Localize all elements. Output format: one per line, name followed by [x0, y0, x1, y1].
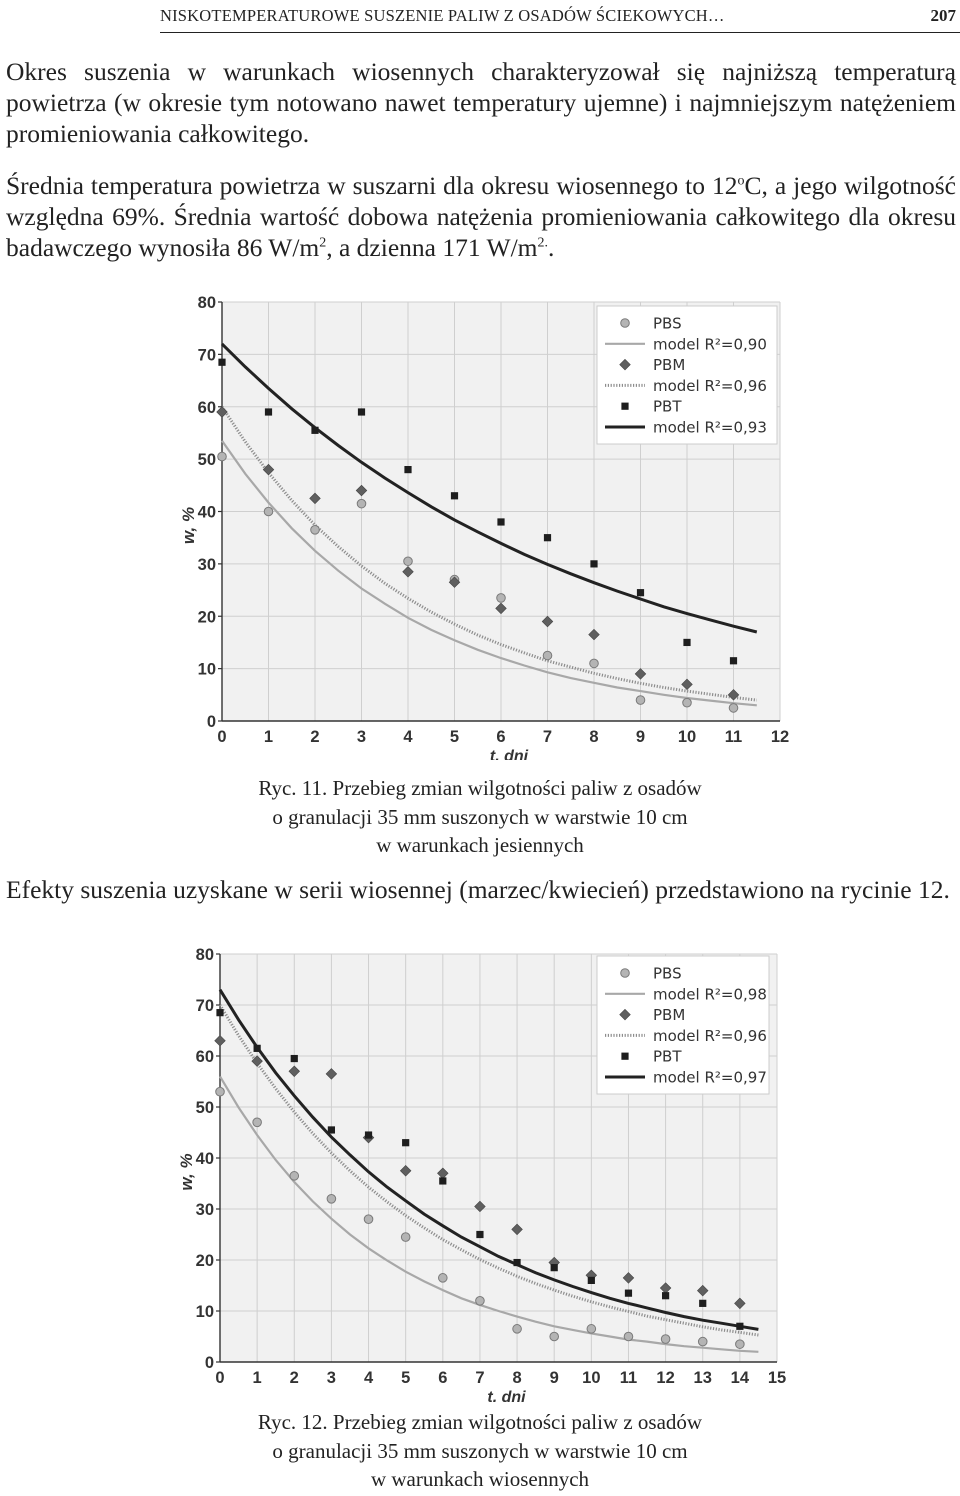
data-point-pbs: [683, 698, 692, 707]
data-point-pbt: [328, 1126, 335, 1133]
data-point-pbt: [590, 560, 597, 567]
x-tick-label: 12: [770, 728, 790, 746]
p2-text-a: Średnia temperatura powietrza w suszarni dla okresu wiosennego to 12: [6, 171, 738, 200]
x-tick-label: 6: [496, 728, 506, 746]
x-tick-label: 3: [356, 728, 367, 746]
data-point-pbs: [476, 1297, 485, 1306]
data-point-pbs: [698, 1337, 707, 1346]
data-point-pbt: [551, 1264, 558, 1271]
data-point-pbt: [451, 492, 458, 499]
data-point-pbt: [513, 1259, 520, 1266]
x-tick-label: 2: [310, 728, 320, 746]
running-title: NISKOTEMPERATUROWE SUSZENIE PALIW Z OSADÓW ŚCIEKOWYCH…: [160, 6, 725, 25]
data-point-pbs: [513, 1325, 522, 1334]
p2-sup-square: 2: [319, 235, 327, 251]
x-tick-label: 8: [589, 728, 599, 746]
data-point-pbt: [291, 1055, 298, 1062]
data-point-pbt: [265, 408, 272, 415]
y-tick-label: 30: [195, 1201, 214, 1219]
y-tick-label: 80: [195, 946, 214, 964]
y-tick-label: 50: [197, 451, 216, 470]
data-point-pbs: [624, 1332, 633, 1341]
x-axis-label: t, dni: [489, 748, 529, 760]
caption-12-line-1: Ryc. 12. Przebieg zmian wilgotności paliw z osadów: [257, 1410, 703, 1434]
y-axis-label: w, %: [177, 1153, 196, 1191]
data-point-pbs: [327, 1195, 336, 1204]
data-point-pbt: [218, 359, 225, 366]
caption-figure-11: [180, 774, 780, 860]
legend-label: PBT: [653, 397, 682, 416]
x-tick-label: 14: [730, 1369, 750, 1387]
p2-sup-square-2: 2.: [537, 235, 548, 251]
x-tick-label: 10: [582, 1369, 601, 1387]
legend-marker-pbs: [621, 969, 630, 978]
caption-12-line-3: w warunkach wiosennych: [370, 1467, 590, 1492]
x-axis-label: t, dni: [487, 1389, 526, 1402]
data-point-pbt: [588, 1277, 595, 1284]
data-point-pbs: [311, 526, 320, 535]
y-axis-label: w, %: [179, 506, 198, 545]
data-point-pbt: [365, 1131, 372, 1138]
data-point-pbt: [476, 1231, 483, 1238]
data-point-pbs: [543, 651, 552, 660]
x-tick-label: 13: [693, 1369, 712, 1387]
caption-figure-12: [180, 1408, 780, 1494]
legend-label: PBT: [653, 1047, 682, 1066]
data-point-pbt: [358, 408, 365, 415]
legend-label: model R²=0,96: [653, 376, 767, 395]
data-point-pbs: [497, 594, 506, 603]
data-point-pbt: [662, 1292, 669, 1299]
x-tick-label: 8: [512, 1369, 522, 1387]
caption-11-line-1: Ryc. 11. Przebieg zmian wilgotności paliw z osadów: [258, 776, 702, 800]
x-tick-label: 0: [217, 728, 227, 746]
y-tick-label: 60: [197, 398, 216, 417]
x-tick-label: 1: [252, 1369, 262, 1387]
caption-12-line-2: o granulacji 35 mm suszonych w warstwie 10 cm: [272, 1438, 688, 1463]
x-tick-label: 12: [656, 1369, 675, 1387]
x-tick-label: 0: [215, 1369, 225, 1387]
data-point-pbs: [253, 1118, 262, 1127]
p2-text-c: , a dzienna 171 W/m: [326, 233, 538, 263]
y-tick-label: 30: [197, 555, 216, 574]
data-point-pbs: [587, 1325, 596, 1334]
paragraph-spring-conditions: Okres suszenia w warunkach wiosennych charakteryzował się najniższą temperaturą powietrza (w okresie tym notowano nawet temperatury ujemne) i najmniejszym natężeniem promieniowania całkowitego.: [6, 57, 956, 149]
chart-figure-11: [170, 288, 795, 760]
data-point-pbt: [699, 1300, 706, 1307]
paragraph-temperature: [6, 170, 956, 263]
x-tick-label: 7: [475, 1369, 485, 1387]
p2-sup-degree: o: [737, 173, 745, 189]
x-tick-label: 5: [401, 1369, 411, 1387]
figure-12: [170, 942, 795, 1407]
x-tick-label: 2: [289, 1369, 299, 1387]
x-tick-label: 15: [767, 1369, 787, 1387]
data-point-pbs: [736, 1340, 745, 1349]
data-point-pbs: [264, 507, 273, 516]
y-tick-label: 10: [195, 1303, 214, 1321]
x-tick-label: 11: [619, 1369, 638, 1387]
legend-label: PBM: [653, 356, 686, 375]
data-point-pbt: [637, 589, 644, 596]
data-point-pbs: [636, 696, 645, 705]
data-point-pbs: [590, 659, 599, 668]
running-header: [160, 6, 960, 32]
x-tick-label: 10: [677, 728, 697, 746]
page-number: 207: [930, 6, 956, 25]
data-point-pbt: [683, 639, 690, 646]
legend-label: PBM: [653, 1006, 686, 1025]
data-point-pbs: [661, 1335, 670, 1344]
data-point-pbt: [402, 1139, 409, 1146]
y-tick-label: 40: [195, 1150, 214, 1168]
data-point-pbs: [404, 557, 413, 566]
y-tick-label: 70: [197, 346, 216, 365]
x-tick-label: 1: [263, 728, 274, 746]
x-tick-label: 9: [635, 728, 646, 746]
x-tick-label: 7: [542, 728, 553, 746]
header-rule: [160, 32, 960, 33]
data-point-pbs: [401, 1233, 410, 1242]
y-tick-label: 50: [195, 1099, 214, 1117]
data-point-pbt: [736, 1323, 743, 1330]
y-tick-label: 20: [197, 608, 216, 627]
caption-11-line-2: o granulacji 35 mm suszonych w warstwie 10 cm: [272, 804, 688, 829]
y-tick-label: 0: [206, 713, 216, 731]
data-point-pbt: [216, 1009, 223, 1016]
data-point-pbs: [290, 1172, 299, 1181]
legend-label: PBS: [653, 314, 682, 333]
p2-text-b: C, a jego wilgotność względna 69%. Średnia wartość dobowa natężenia promieniowania całkowitego dla okresu badawczego wynosiła 86 W/m: [6, 171, 956, 263]
data-point-pbt: [730, 657, 737, 664]
legend-marker-pbt: [621, 403, 628, 410]
legend-label: model R²=0,98: [653, 985, 767, 1004]
data-point-pbs: [216, 1087, 225, 1096]
y-tick-label: 20: [195, 1252, 214, 1270]
legend-label: model R²=0,93: [653, 418, 767, 437]
data-point-pbt: [254, 1045, 261, 1052]
x-tick-label: 9: [549, 1369, 559, 1387]
data-point-pbs: [550, 1332, 559, 1341]
data-point-pbt: [439, 1177, 446, 1184]
data-point-pbt: [404, 466, 411, 473]
data-point-pbt: [625, 1290, 632, 1297]
data-point-pbt: [544, 534, 551, 541]
x-tick-label: 11: [724, 728, 743, 746]
x-tick-label: 5: [449, 728, 460, 746]
p2-text-d: .: [548, 233, 555, 263]
data-point-pbs: [729, 704, 738, 713]
y-tick-label: 10: [197, 660, 216, 679]
x-tick-label: 6: [438, 1369, 448, 1387]
data-point-pbs: [218, 452, 227, 461]
data-point-pbs: [364, 1215, 373, 1224]
paragraph-figure-12-intro: Efekty suszenia uzyskane w serii wiosennej (marzec/kwiecień) przedstawiono na rycinie 12.: [6, 875, 950, 904]
caption-11-line-3: w warunkach jesiennych: [376, 833, 584, 858]
legend-label: model R²=0,97: [653, 1068, 767, 1087]
legend-marker-pbt: [621, 1053, 628, 1060]
legend-label: model R²=0,96: [653, 1026, 767, 1045]
y-tick-label: 70: [195, 997, 214, 1015]
legend-label: model R²=0,90: [653, 335, 767, 354]
legend-label: PBS: [653, 964, 682, 983]
y-tick-label: 80: [197, 294, 216, 312]
x-tick-label: 4: [403, 728, 413, 746]
chart-figure-12: [170, 942, 795, 1402]
y-tick-label: 60: [195, 1048, 214, 1066]
figure-11: [170, 288, 795, 765]
data-point-pbt: [311, 427, 318, 434]
y-tick-label: 0: [204, 1354, 214, 1372]
x-tick-label: 3: [326, 1369, 336, 1387]
data-point-pbs: [439, 1274, 448, 1283]
x-tick-label: 4: [363, 1369, 374, 1387]
data-point-pbt: [497, 518, 504, 525]
data-point-pbs: [357, 499, 366, 508]
legend-marker-pbs: [621, 319, 630, 328]
y-tick-label: 40: [197, 503, 216, 522]
